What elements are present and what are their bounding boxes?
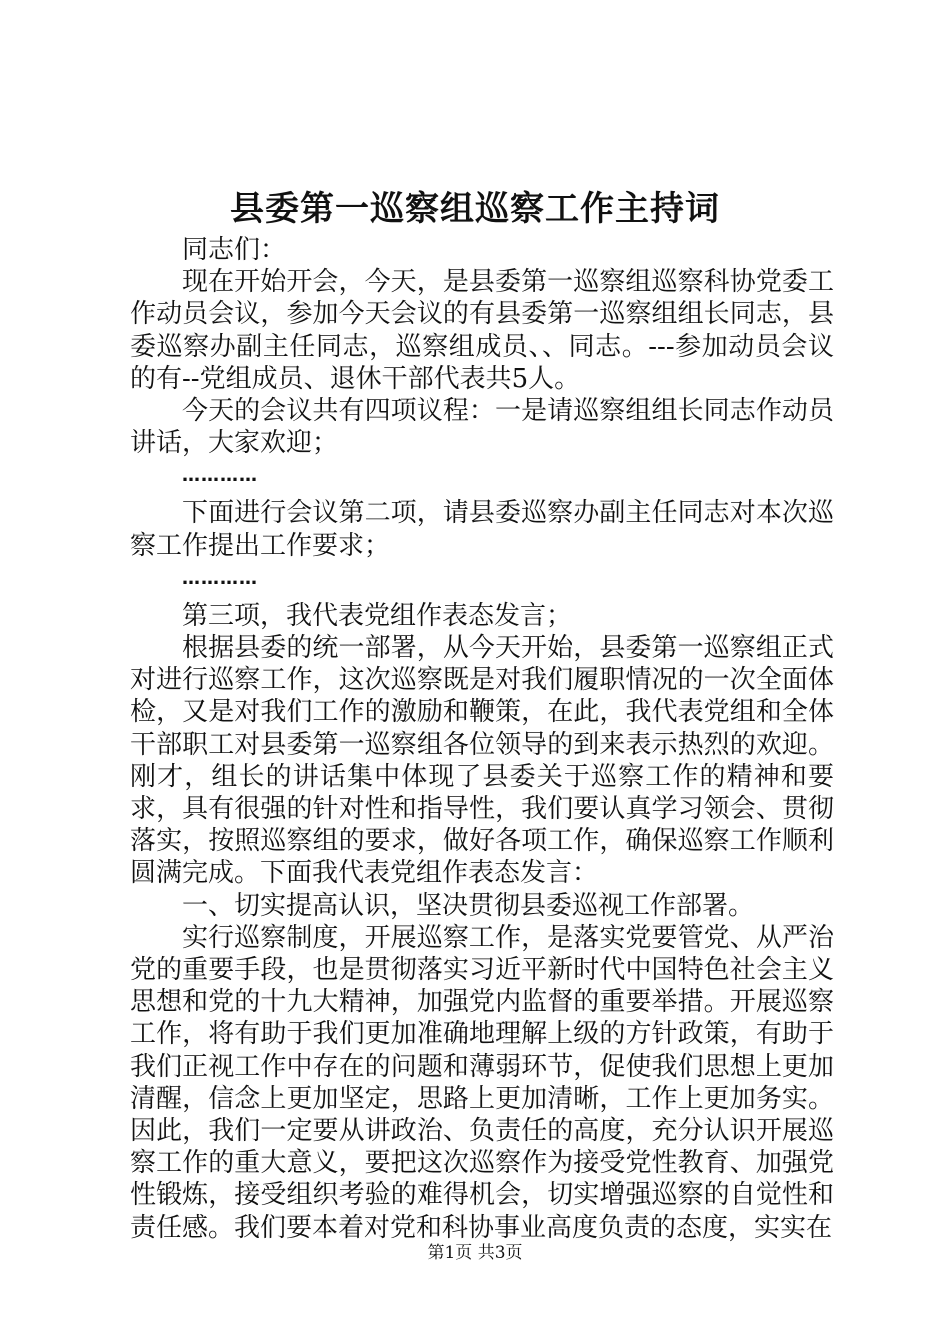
section-heading: 一、切实提高认识，坚决贯彻县委巡视工作部署。 [182, 890, 755, 921]
ellipsis-paragraph: ………… [182, 567, 258, 589]
document-title: 县委第一巡察组巡察工作主持词 [230, 189, 720, 229]
salutation-paragraph: 同志们： [182, 235, 287, 265]
body-paragraph: 今天的会议共有四项议程：一是请巡察组组长同志作动员讲话，大家欢迎； [130, 396, 834, 459]
document-body [130, 234, 834, 1244]
body-paragraph: 根据县委的统一部署，从今天开始，县委第一巡察组正式对进行巡察工作，这次巡察既是对我们履职情况的一次全面体检，又是对我们工作的激励和鞭策，在此，我代表党组和全体干部职工对县委第一巡察组各位领导的到来表示热烈的欢迎。刚才，组长的讲话集中体现了县委关于巡察工作的精神和要求，具有很强的针对性和指导性，我们要认真学习领会、贯彻落实，按照巡察组的要求，做好各项工作，确保巡察工作顺利圆满完成。下面我代表党组作表态发言： [130, 633, 834, 889]
body-paragraph: 第三项，我代表党组作表态发言； [182, 600, 573, 631]
ellipsis-paragraph: ………… [182, 465, 258, 487]
body-paragraph: 下面进行会议第二项，请县委巡察办副主任同志对本次巡察工作提出工作要求； [130, 498, 834, 561]
page-footer: 第1页 共3页 [427, 1243, 523, 1263]
body-paragraph: 现在开始开会，今天，是县委第一巡察组巡察科协党委工作动员会议，参加今天会议的有县委第一巡察组组长同志，县委巡察办副主任同志，巡察组成员、、同志。---参加动员会议的有--党组成员、退休干部代表共5人。 [130, 267, 834, 394]
body-paragraph: 实行巡察制度，开展巡察工作，是落实党要管党、从严治党的重要手段，也是贯彻落实习近平新时代中国特色社会主义思想和党的十九大精神，加强党内监督的重要举措。开展巡察工作，将有助于我们更加准确地理解上级的方针政策，有助于我们正视工作中存在的问题和薄弱环节，促使我们思想上更加清醒，信念上更加坚定，思路上更加清晰，工作上更加务实。因此，我们一定要从讲政治、负责任的高度，充分认识开展巡察工作的重大意义，要把这次巡察作为接受党性教育、加强党性锻炼，接受组织考验的难得机会，切实增强巡察的自觉性和责任感。我们要本着对党和科协事业高度负责的态度，实实在 [130, 922, 834, 1243]
